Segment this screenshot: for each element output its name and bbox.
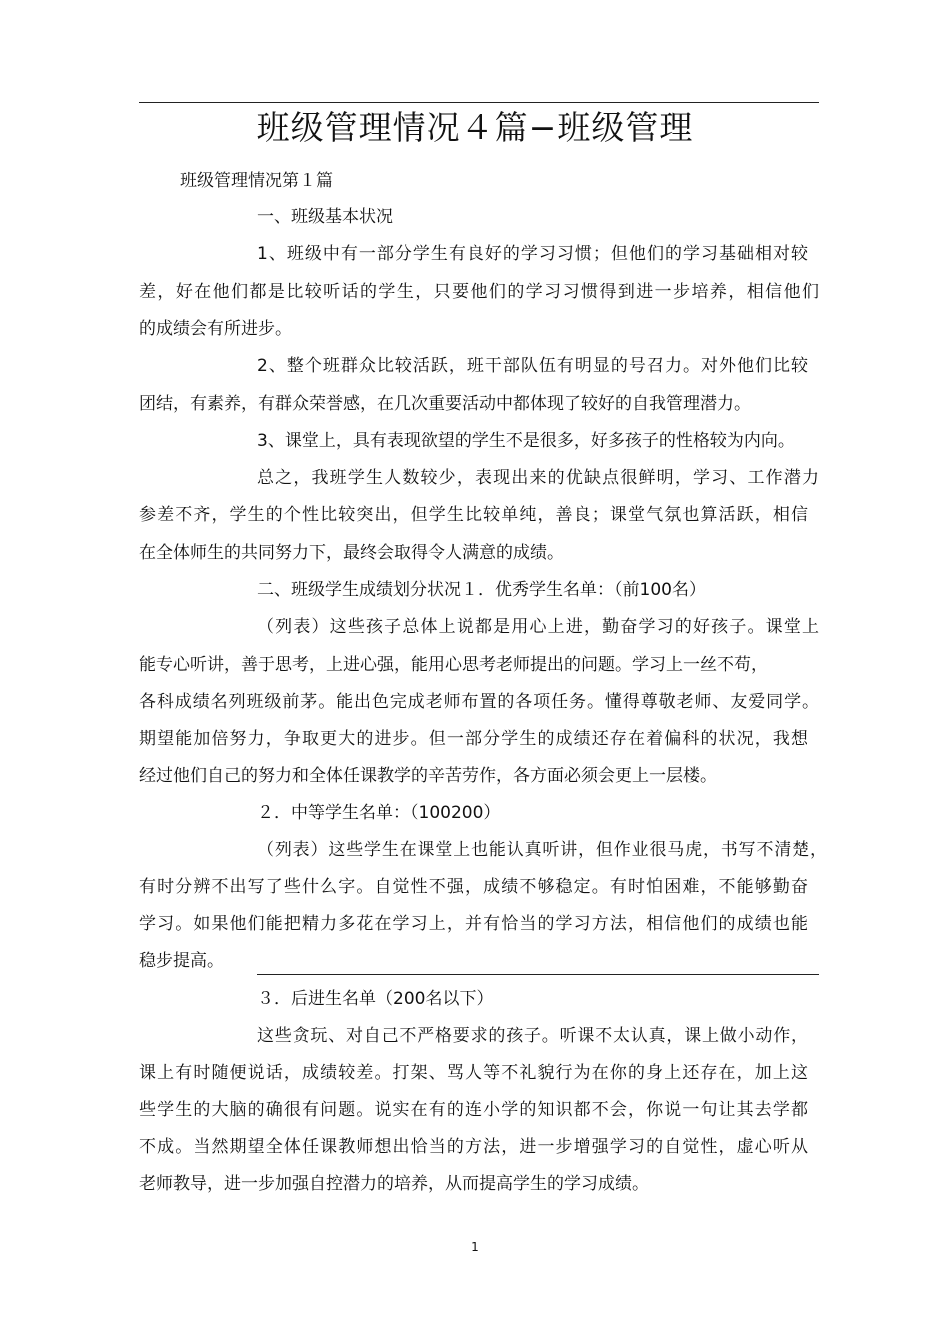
subsection-heading: 二、班级学生成绩划分状况１．优秀学生名单：（前100名） (257, 580, 706, 600)
paragraph-line: 能专心听讲，善于思考，上进心强，能用心思考老师提出的问题。学习上一丝不苟， (139, 655, 768, 675)
paragraph-line: 在全体师生的共同努力下，最终会取得令人满意的成绩。 (139, 543, 564, 563)
paragraph-line: 些学生的大脑的确很有问题。说实在有的连小学的知识都不会，你说一句让其去学都 (139, 1100, 808, 1120)
page-title: 班级管理情况４篇−班级管理 (256, 108, 694, 147)
paragraph-line: 团结，有素养，有群众荣誉感，在几次重要活动中都体现了较好的自我管理潜力。 (139, 394, 751, 414)
paragraph-line: （列表）这些孩子总体上说都是用心上进，勤奋学习的好孩子。课堂上 (257, 617, 819, 637)
paragraph-line: （列表）这些学生在课堂上也能认真听讲，但作业很马虎，书写不清楚， (257, 840, 827, 860)
paragraph-line: 不成。当然期望全体任课教师想出恰当的方法，进一步增强学习的自觉性，虚心听从 (139, 1137, 808, 1157)
paragraph-line: 课上有时随便说话，成绩较差。打架、骂人等不礼貌行为在你的身上还存在，加上这 (139, 1063, 808, 1083)
paragraph-line: 稳步提高。 (139, 951, 224, 971)
paragraph-line: 总之，我班学生人数较少，表现出来的优缺点很鲜明，学习、工作潜力 (257, 468, 819, 488)
paragraph-line: 老师教导，进一步加强自控潜力的培养，从而提高学生的学习成绩。 (139, 1174, 649, 1194)
page-number: 1 (471, 1240, 479, 1254)
paragraph-line: 参差不齐，学生的个性比较突出，但学生比较单纯，善良；课堂气氛也算活跃，相信 (139, 505, 808, 525)
paragraph-line: 期望能加倍努力，争取更大的进步。但一部分学生的成绩还存在着偏科的状况，我想 (139, 729, 808, 749)
paragraph-line: 经过他们自己的努力和全体任课教学的辛苦劳作，各方面必须会更上一层楼。 (139, 766, 717, 786)
subsection-heading: 一、班级基本状况 (257, 207, 393, 227)
paragraph-line: 有时分辨不出写了些什么字。自觉性不强，成绩不够稳定。有时怕困难，不能够勤奋 (139, 877, 808, 897)
subsection-heading: ２．中等学生名单：（100200） (257, 803, 501, 823)
paragraph-line: 差，好在他们都是比较听话的学生，只要他们的学习习惯得到进一步培养，相信他们 (139, 282, 819, 302)
section-rule (257, 974, 819, 975)
subsection-heading: ３．后进生名单（200名以下） (257, 989, 494, 1009)
top-rule (139, 102, 819, 103)
paragraph-line: 的成绩会有所进步。 (139, 319, 292, 339)
paragraph-line: 各科成绩名列班级前茅。能出色完成老师布置的各项任务。懂得尊敬老师、友爱同学。 (139, 692, 819, 712)
section-heading: 班级管理情况第１篇 (180, 171, 333, 191)
paragraph-line: 这些贪玩、对自己不严格要求的孩子。听课不太认真，课上做小动作， (257, 1026, 808, 1046)
paragraph-line: 2、整个班群众比较活跃，班干部队伍有明显的号召力。对外他们比较 (257, 356, 808, 376)
paragraph-line: 3、课堂上，具有表现欲望的学生不是很多，好多孩子的性格较为内向。 (257, 431, 795, 451)
paragraph-line: 1、班级中有一部分学生有良好的学习习惯；但他们的学习基础相对较 (257, 244, 808, 264)
paragraph-line: 学习。如果他们能把精力多花在学习上，并有恰当的学习方法，相信他们的成绩也能 (139, 914, 808, 934)
